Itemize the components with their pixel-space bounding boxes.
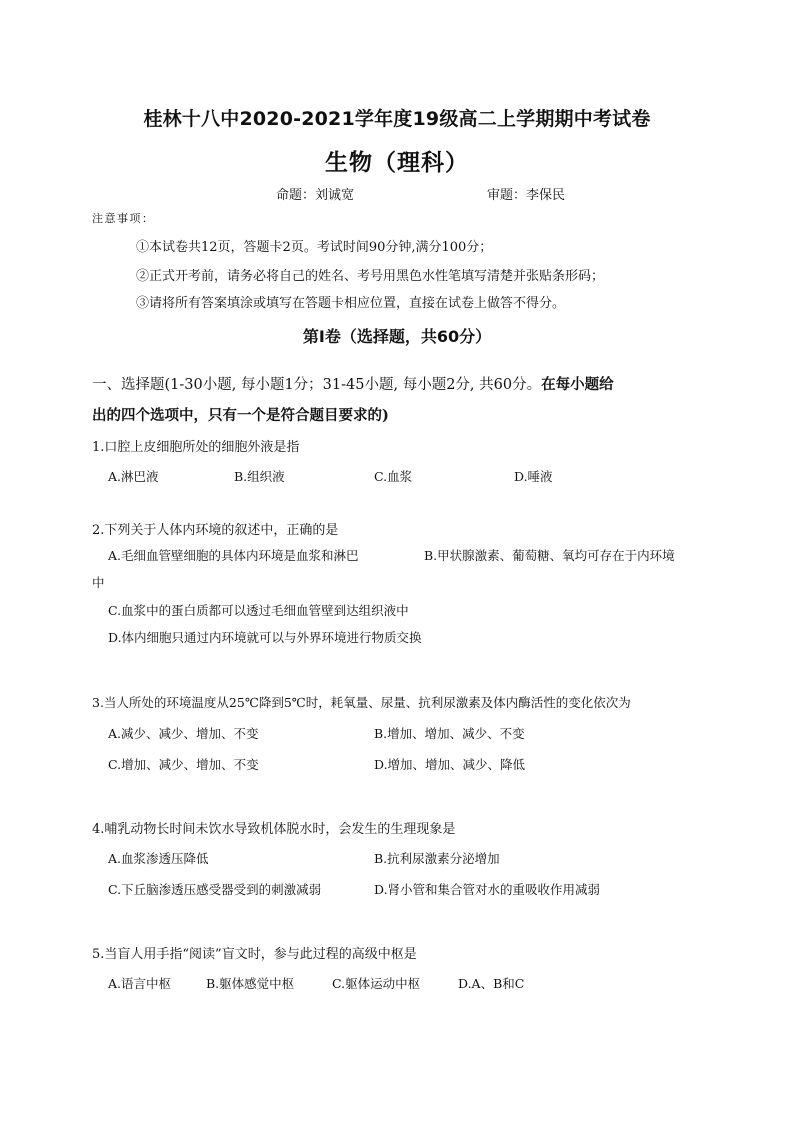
question-option: D.唾液 bbox=[514, 469, 553, 484]
question-option-wrap: 中 bbox=[92, 575, 105, 590]
question-option: A.血浆渗透压降低 bbox=[108, 851, 209, 866]
question-option: C.下丘脑渗透压感受器受到的刺激减弱 bbox=[108, 882, 322, 897]
notice-item: ③请将所有答案填涂或填写在答题卡相应位置，直接在试卷上做答不得分。 bbox=[136, 296, 566, 311]
question-option: C.增加、减少、增加、不变 bbox=[108, 757, 259, 772]
notice-title: 注意事项： bbox=[92, 212, 155, 225]
question-option: D.A、B和C bbox=[458, 976, 525, 991]
question-option: B.增加、增加、减少、不变 bbox=[374, 726, 525, 741]
subject-title: 生物（理科） bbox=[325, 150, 469, 176]
part-instructions-continued: 出的四个选项中，只有一个是符合题目要求的) bbox=[92, 407, 389, 424]
question-option: B.抗利尿激素分泌增加 bbox=[374, 851, 500, 866]
question-stem: 3.当人所处的环境温度从25℃降到5℃时，耗氧量、尿量、抗利尿激素及体内酶活性的变化依次为 bbox=[92, 695, 631, 710]
question-stem: 5.当盲人用手指“阅读”盲文时，参与此过程的高级中枢是 bbox=[92, 947, 417, 962]
part-instructions-text: 一、选择题(1-30小题, 每小题1分；31-45小题, 每小题2分, 共60分。 bbox=[92, 377, 542, 393]
question-option: A.语言中枢 bbox=[108, 976, 172, 991]
setter-label: 命题：刘诚宽 bbox=[276, 188, 355, 203]
question-option: A.淋巴液 bbox=[108, 469, 159, 484]
question-option: D.增加、增加、减少、降低 bbox=[374, 757, 526, 772]
question-option: C.血浆 bbox=[374, 469, 413, 484]
question-option: D.体内细胞只通过内环境就可以与外界环境进行物质交换 bbox=[108, 630, 422, 645]
exam-title: 桂林十八中2020-2021学年度19级高二上学期期中考试卷 bbox=[143, 108, 651, 130]
question-option: B.组织液 bbox=[234, 469, 285, 484]
section-title: 第Ⅰ卷（选择题，共60分） bbox=[302, 327, 492, 346]
notice-item: ②正式开考前，请务必将自己的姓名、考号用黑色水性笔填写清楚并张贴条形码； bbox=[136, 269, 605, 284]
part-instructions-bold: 在每小题给 bbox=[541, 376, 614, 393]
question-option: C.血浆中的蛋白质都可以透过毛细血管壁到达组织液中 bbox=[108, 603, 409, 618]
question-stem: 1.口腔上皮细胞所处的细胞外液是指 bbox=[92, 440, 300, 455]
notice-item: ①本试卷共12页，答题卡2页。考试时间90分钟,满分100分； bbox=[136, 240, 493, 255]
question-option: A.减少、减少、增加、不变 bbox=[108, 726, 259, 741]
question-stem: 2.下列关于人体内环境的叙述中，正确的是 bbox=[92, 523, 339, 538]
question-option: D.肾小管和集合管对水的重吸收作用减弱 bbox=[374, 882, 601, 897]
question-option: B.甲状腺激素、葡萄糖、氧均可存在于内环境 bbox=[424, 548, 675, 563]
question-option: C.躯体运动中枢 bbox=[332, 976, 421, 991]
reviewer-label: 审题：李保民 bbox=[487, 188, 566, 203]
question-option: B.躯体感觉中枢 bbox=[206, 976, 295, 991]
question-stem: 4.哺乳动物长时间未饮水导致机体脱水时，会发生的生理现象是 bbox=[92, 822, 456, 837]
question-option: A.毛细血管壁细胞的具体内环境是血浆和淋巴 bbox=[108, 548, 359, 563]
part-instructions bbox=[92, 373, 614, 394]
